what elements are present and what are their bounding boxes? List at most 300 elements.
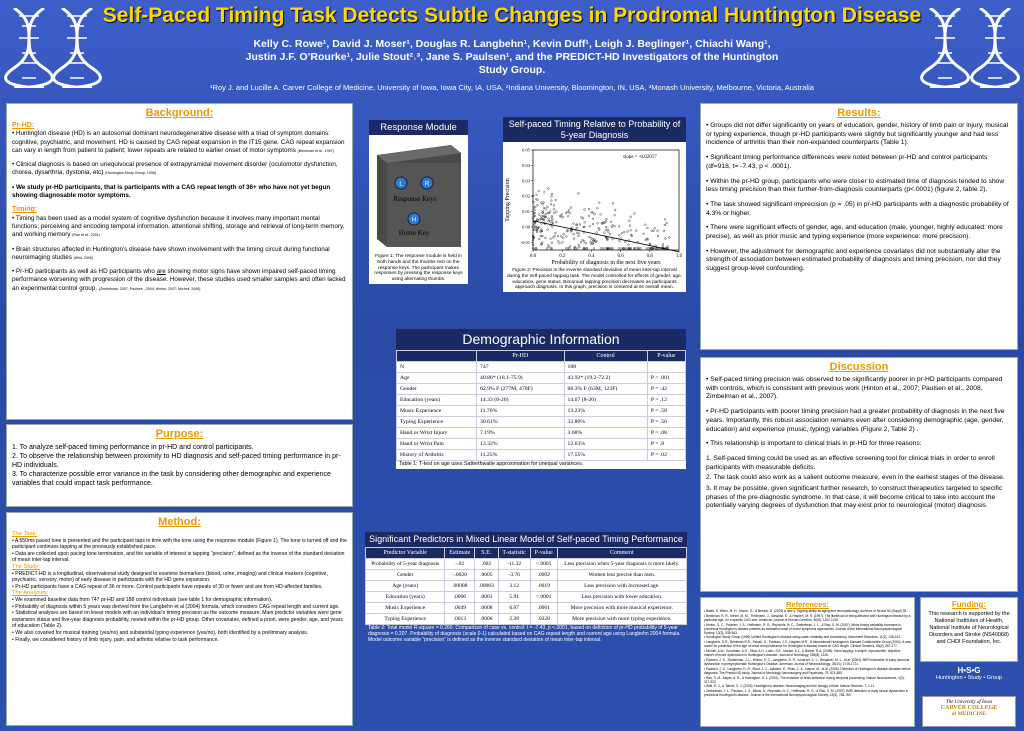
scatter-point <box>550 200 552 202</box>
scatter-point <box>618 234 620 236</box>
table-cell: .0019 <box>530 581 557 592</box>
scatter-point <box>603 232 605 234</box>
scatter-point <box>576 248 578 250</box>
scatter-point <box>662 243 664 245</box>
table-cell: Age (years) <box>366 581 445 592</box>
scatter-point <box>563 233 565 235</box>
reference-item: • Huntington Study Group (1996) Unified Huntington's disease rating scale: reliability and consistency. Movement Disorders, 11(2), 136-142. <box>704 635 901 640</box>
scatter-point <box>623 231 625 233</box>
scatter-point <box>606 239 608 241</box>
y-tick-label: 0.05 <box>522 147 530 153</box>
scatter-point <box>545 237 547 239</box>
home-key-label: Home Key <box>398 229 430 237</box>
scatter-point <box>559 242 561 244</box>
demographics-table <box>396 350 686 461</box>
author-list <box>150 38 874 77</box>
discussion-item: • This relationship is important to clinical trials in pr-HD for three reasons: <box>706 440 922 448</box>
scatter-point <box>657 235 659 237</box>
background-paragraph: • We study pr-HD participants, that is participants with a CAG repeat length of 36+ who have not yet begun showing diagnosable motor symptoms. <box>12 183 331 200</box>
scatter-point <box>602 248 604 250</box>
table-cell: Less precision when 5-year diagnosis is more likely. <box>557 559 686 570</box>
y-tick-label: 0.02 <box>522 193 530 199</box>
results-item: • There were significant effects of gender, age, and education (male, younger, highly educated: more precise), as well as prior music and typing experience (more experience: more precision). <box>706 224 1003 241</box>
scatter-point <box>611 226 613 228</box>
scatter-point <box>662 245 664 247</box>
scatter-point <box>589 236 591 238</box>
table-header-cell <box>397 351 477 362</box>
references-title: References: <box>786 600 829 609</box>
table-cell: 14.33 (8-20) <box>477 395 565 406</box>
table-header-cell: Pr-HD <box>477 351 565 362</box>
scatter-point <box>648 248 650 250</box>
scatter-point <box>612 202 614 204</box>
x-axis-label: Probability of diagnosis in the next five years <box>551 260 661 266</box>
table-header-cell: P-value <box>530 548 557 559</box>
x-tick-label: 0.6 <box>617 254 624 259</box>
poster-title: Self-Paced Timing Task Detects Subtle Changes in Prodromal Huntington Disease <box>102 4 922 27</box>
x-tick-label: 0.4 <box>588 254 595 259</box>
scatter-point <box>549 220 551 222</box>
analyses-heading: The Analyses: <box>12 590 49 597</box>
predictors-caption: Table 2: Total model R-square = 0.260. Comparison of case vs. control: t = -7.43, p <.0001, based on definition of pr-HD probability of 5-year diagnosis = 0.207. Probability of diagnosis (scale 0-1) calculated based on CAG repeat length and current age using Langbehn 2004 formula. Model outcome variable “precision” is defined as the inverse standard deviation of mean inter-tap interval. <box>368 625 681 643</box>
scatter-point <box>548 220 550 222</box>
scatter-point <box>555 199 557 201</box>
table-cell: Music Experience <box>366 603 445 614</box>
table-cell: 43.92* (19.2-72.2) <box>564 373 647 384</box>
y-tick-label: -0.01 <box>520 239 530 245</box>
scatter-point <box>573 223 575 225</box>
scatter-point <box>610 221 612 223</box>
table-cell: 11.76% <box>477 406 565 417</box>
table-cell: .0008 <box>475 603 498 614</box>
table-cell: .0002 <box>530 570 557 581</box>
table-cell: .0001 <box>475 592 498 603</box>
method-item: • Probability of diagnosis within 5 years was derived from the Langbehn et al (2004) formula, which considers CAG repeat length and current age. <box>12 603 340 610</box>
table-cell: Women less precise than men. <box>557 570 686 581</box>
dna-helix-left-1 <box>4 8 54 88</box>
scatter-point <box>550 203 552 205</box>
scatter-point <box>554 235 556 237</box>
table-header-cell: Control <box>564 351 647 362</box>
scatter-point <box>582 239 584 241</box>
scatter-point <box>618 248 620 250</box>
results-item: • However, the adjustment for demographic and experience covariates did not substantially alter the strength of association between estimated probability of diagnosis and timing precision, nor did they suggest group-level confounding. <box>706 247 1001 273</box>
scatter-point <box>551 242 553 244</box>
table-cell: 2.28 <box>498 614 530 625</box>
table-cell: P = .56 <box>647 417 685 428</box>
scatter-point <box>666 222 668 224</box>
table-cell: Music Experience <box>397 406 477 417</box>
scatter-point <box>542 203 544 205</box>
scatter-point <box>614 209 616 211</box>
hsg-logo <box>920 666 1018 681</box>
scatter-point <box>553 212 555 214</box>
demographics-row <box>397 450 686 461</box>
scatter-point <box>557 240 559 242</box>
scatter-point <box>591 211 593 213</box>
scatter-point <box>644 224 646 226</box>
table-cell: P = .02 <box>647 450 685 461</box>
reference-item: • Michell, A.W., Goodman, A.O., Silva, A.H., Lazic, S.E., Morton, A.J., & Barker, R.A. (2008). Hand tapping: a simple, reproducible, objective marker of motor dysfunction in Huntington's disease. Journal of Neurology, 255(8), 1145. <box>704 649 901 658</box>
scatter-point <box>590 243 592 245</box>
results-item: • Groups did not differ significantly on years of education, gender, history of limb pain or injury, musical or typing experience, though pr-HD participants were slightly but significantly younger and had less incidence of arthritis than their non-expanded counterparts (Table 1). <box>706 122 1009 147</box>
scatter-point <box>533 224 535 226</box>
scatter-point <box>545 208 547 210</box>
scatter-point <box>569 212 571 214</box>
table-cell: P = .8 <box>647 439 685 450</box>
predictors-row <box>366 592 687 603</box>
response-keys-label: Response Keys <box>393 195 437 203</box>
table-cell: Less precision with increased age. <box>557 581 686 592</box>
scatter-point <box>663 230 665 232</box>
table-cell: .002 <box>475 559 498 570</box>
reference-item: • Rao, S. M., Mayer, A. R., & Harrington, D. L. (2001). The evolution of brain activation during temporal processing. Nature Neuroscience, 4(3), 317-323. <box>704 675 905 684</box>
scatter-point <box>547 206 549 208</box>
task-heading: The Task: <box>12 531 38 537</box>
x-tick-label: 1.0 <box>675 254 683 259</box>
scatter-point <box>597 222 599 224</box>
scatter-point <box>654 227 656 229</box>
scatter-point <box>589 225 591 227</box>
demographics-section <box>396 329 686 469</box>
table-cell: Gender <box>366 570 445 581</box>
predictors-row <box>366 581 687 592</box>
scatter-point <box>550 238 552 240</box>
discussion-panel <box>700 357 1018 592</box>
scatter-point <box>545 213 547 215</box>
demographics-row <box>397 362 686 373</box>
scatter-point <box>667 246 669 248</box>
table-cell: 13.23% <box>564 406 647 417</box>
demographics-row <box>397 384 686 395</box>
scatter-point <box>565 248 567 250</box>
scatter-point <box>606 218 608 220</box>
scatter-point <box>600 214 602 216</box>
scatter-point <box>560 236 562 238</box>
scatter-point <box>592 223 594 225</box>
table-cell: 3.68% <box>564 428 647 439</box>
scatter-point <box>586 248 588 250</box>
scatter-point <box>543 207 545 209</box>
scatter-point <box>630 229 632 231</box>
discussion-title: Discussion <box>829 361 889 373</box>
funding-title: Funding: <box>951 600 987 609</box>
predictors-row <box>366 559 687 570</box>
reference-item: • Paulsen, J. S., Zimbelman, J. L., Hinton, S. C., Langbehn, D. R., Leveroni, C. L., Benjamin, M. L., et al. (2004). fMRI biomarker of early neuronal dysfunction in presymptomatic Huntington's Disease. American Journal of Neuroradiology, 25(10), 1715-1721. <box>704 657 910 666</box>
scatter-point <box>668 236 670 238</box>
table-cell: 14.67 (8-20) <box>564 395 647 406</box>
scatter-point <box>553 204 555 206</box>
slope-annotation: slope = -0.02017 <box>623 155 657 160</box>
scatter-point <box>534 229 536 231</box>
key-left-label: L <box>399 181 403 188</box>
scatter-point <box>578 246 580 248</box>
table-cell: 3.12 <box>498 581 530 592</box>
demographics-row <box>397 439 686 450</box>
scatter-point <box>647 227 649 229</box>
purpose-item: 2. To observe the relationship between proximity to HD diagnosis and self-paced timing performance in pr-HD individuals. <box>12 453 341 469</box>
scatter-point <box>551 226 553 228</box>
table-cell: 12.63% <box>564 439 647 450</box>
scatter-point <box>584 209 586 211</box>
table-cell: Probability of 5-year diagnosis <box>366 559 445 570</box>
table-cell: 6.07 <box>498 603 530 614</box>
table-cell: 66.3% F (63M, 123F) <box>564 384 647 395</box>
scatter-point <box>593 248 595 250</box>
method-item: • Pr-HD participants have a CAG repeat of 36 or more. Control participants have repeats of 30 or fewer and are from HD-affected families. <box>12 583 323 590</box>
table-cell: -11.32 <box>498 559 530 570</box>
y-tick-label: 0.00 <box>522 224 530 230</box>
method-item: • Statistical analyses are based on linear models with an individual’s timing precision as the outcome measure. Main predictor variables were gene expansion status and five-year diagnosis probability, nested within the pr-HD group. Other covariates, defined a priori, were gender, age, and years of education (Table 2). <box>12 610 343 630</box>
scatter-point <box>657 230 659 232</box>
table-cell: 13.32% <box>477 439 565 450</box>
scatter-point <box>540 216 542 218</box>
scatter-point <box>604 248 606 250</box>
table-cell: 11.25% <box>477 450 565 461</box>
results-item: • Within the pr-HD group, participants who were closer to estimated time of diagnosis tended to show less timing precision than their further-from-diagnosis counterparts (p<.0001) (figure 2, table 2). <box>706 177 1005 194</box>
scatter-point <box>598 227 600 229</box>
table-cell: Hand or Wrist Pain <box>397 439 477 450</box>
reference-item: • Paulsen, J. S., Langbehn, D. R., Stout, J. C., Aylward, E., Ross, C. A., Nance, M., et al. (2008). Detection of Huntington's disease decades before diagnosis: The Predict-HD study. Journal of Neurology, Neurosurgery and Psychiatry, 79, 874-880. <box>704 666 911 675</box>
scatter-point <box>612 238 614 240</box>
prhd-heading: Pr-HD: <box>12 122 35 129</box>
timing-heading: Timing: <box>12 206 38 214</box>
scatter-point <box>614 214 616 216</box>
scatter-point <box>614 225 616 227</box>
table-cell: 7.19% <box>477 428 565 439</box>
scatter-point <box>598 202 600 204</box>
scatter-point <box>643 233 645 235</box>
scatter-point <box>557 235 559 237</box>
scatter-point <box>538 238 540 240</box>
authors-line-2: Justin J.F. O’Rourke¹, Julie Stout²˒³, Jane S. Paulsen¹, and the PREDICT-HD Investigators of the Huntington <box>245 51 779 63</box>
scatter-point <box>664 219 666 221</box>
table-header-cell: Comment <box>557 548 686 559</box>
uiowa-logo: The University of Iowa CARVER COLLEGE of MEDICINE <box>922 696 1016 727</box>
figure-1-caption: Figure 1: The response module is held in both hands and the thumbs rest on the response keys. The participant makes responses by pressing the response keys using alternating thumbs. <box>369 253 468 284</box>
table-cell: 32.80% <box>564 417 647 428</box>
table-cell: .0228 <box>530 614 557 625</box>
background-paragraph: • Pr-HD participants as well as HD participants who are showing motor signs have shown impaired self-paced timing performance worsening with progression of the disease. However, these studies used smaller samples and often lacked an experimental control group. (Zimbelman, 2007; Paulsen , 2004; Hinton, 2007; Michell, 2008) <box>12 268 346 292</box>
table-cell: More precision with more typing experience. <box>557 614 686 625</box>
scatter-point <box>561 213 563 215</box>
demographics-row <box>397 406 686 417</box>
discussion-item: • Pr-HD participants with poorer timing precision had a greater probability of diagnosis in the next five years. Importantly, this robust association remains even after considering demographic (age, gender, education) and experience (music, typing) variables (Figure 2, Table 2) . <box>706 408 1005 433</box>
scatter-point <box>548 218 550 220</box>
scatter-point <box>568 210 570 212</box>
scatter-point <box>628 244 630 246</box>
predictors-section <box>365 532 687 644</box>
scatter-point <box>549 211 551 213</box>
purpose-item: 3. To characterize possible error variance in the task by considering other demographic and experience variables that could impact task performance. <box>12 471 331 487</box>
figure-1-header: Response Module <box>369 120 468 135</box>
scatter-point <box>535 226 537 228</box>
scatter-point <box>578 235 580 237</box>
scatter-point <box>624 241 626 243</box>
results-item: • The task showed significant imprecision (p = .05) in pr-HD participants with a diagnostic probability of 4.3% or higher. <box>706 200 1009 217</box>
scatter-point <box>536 204 538 206</box>
reference-item: • Langbehn, D.R., Brinkman R.R., Falush, D., Paulsen, J.S., Hayden M.R., & International Huntington's Disease Collaborative Group (2004). A new model for prediction of the age of onset and penetrance for Huntington's disease based on CAG length. Clinical Genetics, 65(4), 267-277. <box>704 640 911 649</box>
table-cell: P = .08 <box>647 428 685 439</box>
scatter-point <box>635 230 637 232</box>
references-list <box>704 610 911 698</box>
scatter-point <box>646 248 648 250</box>
background-paragraph: • Timing has been used as a model system of cognitive dysfunction because it involves many important mental functions; perceiving and encoding temporal information, attentional shifting, storage and retrieval of long-term memory, and working memory (Rao et al., 2001) <box>12 214 345 239</box>
scatter-point <box>551 195 553 197</box>
table-cell: 40.86* (18.1-75.9) <box>477 373 565 384</box>
reference-item: • Bates, K. Wech, M. H., Moore, G., & Benton, D. (2003) A new y. Tapping ability as aging and neuropathology. Archives of Neurol 60 (Suppl) 35. <box>704 609 908 613</box>
table-cell: -.02 <box>445 559 475 570</box>
table-cell: Education (years) <box>366 592 445 603</box>
scatter-point <box>543 201 545 203</box>
scatter-point <box>584 221 586 223</box>
table-cell: .0001 <box>530 603 557 614</box>
table-header-cell: Predictor Variable <box>366 548 445 559</box>
table-header-cell: Estimate <box>445 548 475 559</box>
x-tick-label: 0.0 <box>529 254 537 259</box>
scatter-point <box>538 190 540 192</box>
x-tick-label: 0.8 <box>646 254 653 259</box>
purpose-title: Purpose: <box>155 428 204 440</box>
scatter-point <box>594 213 596 215</box>
table-cell: P < .001 <box>647 373 685 384</box>
scatter-point <box>590 241 592 243</box>
background-paragraph: • Huntington disease (HD) is an autosomal dominant neurodegenerative disease with a triad of symptom domains: cognitive, psychiatric, and movement. HD is caused by CAG repeat expansion in the IT15 gene. CAG repeat expansion can vary in length from patient to patient; lower repeats are related to earlier onset of motor symptoms (Brinkman et al., 1997) <box>12 130 345 154</box>
table-cell: P = .42 <box>647 384 685 395</box>
background-paragraph: • Brain structures affected in Huntington’s disease have shown involvement with the timing circuit during functional neuroimaging studies (Wild, 2006) <box>12 245 330 261</box>
reference-item: • Zimbelman, J. L., Paulsen, J. S., Mikos, A., Reynolds, N. C., Hoffmann, R. G., & Rao, S. M. (2007). fMRI detection of early neural dysfunction in preclinical Huntington's disease. Journal of the International Neuropsychological Society, 13(5), 758-769. <box>704 689 909 698</box>
scatter-point <box>578 244 580 246</box>
discussion-item: • Self-paced timing precision was observed to be significantly poorer in pr-HD participants compared with controls, which is consistent with previous work (Hinton et al., 2007; Paulsen et al., 2008, Zimbelman et al., 2007). <box>706 376 1003 401</box>
scatter-point <box>583 240 585 242</box>
demographics-row <box>397 395 686 406</box>
scatter-point <box>608 231 610 233</box>
table-cell: .0005 <box>475 570 498 581</box>
scatter-point <box>567 215 569 217</box>
table-cell: 30.61% <box>477 417 565 428</box>
y-tick-label: 0.04 <box>522 162 530 168</box>
scatter-point <box>583 226 585 228</box>
reference-item: • Brinkman, R. R., Mezei, M. M., Theilmann, J., Almqvist, E., & Hayden, M. R. (1997). The likelihood of being affected with Huntington disease by a particular age, for a specific CAG size. American Journal of Human Genetics, 60(5), 1202-1210. <box>704 613 911 622</box>
table-cell: N <box>397 362 477 373</box>
background-panel <box>6 103 353 420</box>
reference-item: • Wild, E. J., & Tabrizi, S. J. (2006). Huntington's disease: Neuroimaging and the biology of time. Nature Reviews, 7, 1-11. <box>704 684 875 689</box>
figure-2-header: Self-paced Timing Relative to Probability of 5-year Diagnosis <box>503 117 686 142</box>
results-panel <box>700 103 1018 350</box>
scatter-point <box>649 243 651 245</box>
authors-line-1: Kelly C. Rowe¹, David J. Moser¹, Douglas R. Langbehn¹, Kevin Duff¹, Leigh J. Beglinger¹, Chiachi Wang¹, <box>253 38 771 50</box>
scatter-point <box>565 212 567 214</box>
scatter-point <box>600 248 602 250</box>
table-cell: Gender <box>397 384 477 395</box>
method-item: • PREDICT-HD is a longitudinal, observational study designed to examine biomarkers (blood, urine, imaging) and clinical markers (cognitive, psychiatric, sensory, motor) of early disease in participants with the HD gene expansion. <box>12 570 328 584</box>
table-cell: 747 <box>477 362 565 373</box>
affiliations: ¹Roy J. and Lucille A. Carver College of Medicine, University of Iowa, Iowa City, IA, USA, ²Indiana University, Bloomington, IN, USA, ³Monash University, Melbourne, Victoria, Australia <box>210 83 814 92</box>
predictors-row <box>366 570 687 581</box>
scatter-point <box>562 237 564 239</box>
y-tick-label: 0.01 <box>522 209 530 215</box>
scatter-point <box>538 214 540 216</box>
scatter-point <box>543 191 545 193</box>
discussion-item: 2. The task could also work as a salient outcome measure, even in the earliest stages of the disease. <box>706 474 1005 482</box>
figure-2 <box>503 117 686 292</box>
scatter-point <box>553 208 555 210</box>
scatter-point <box>534 209 536 211</box>
response-module-drawing <box>369 135 468 253</box>
scatter-point <box>580 241 582 243</box>
table-cell: <.0001 <box>530 559 557 570</box>
authors-line-3: Study Group. <box>478 64 546 76</box>
scatter-point <box>576 227 578 229</box>
scatter-point <box>664 224 666 226</box>
scatter-plot-area <box>503 142 686 267</box>
scatter-point <box>547 188 549 190</box>
scatter-point <box>540 202 542 204</box>
figure-2-caption: Figure 2: Precision is the inverse standard deviation of mean inter-tap interval during the self-paced tapping task. The model controlled for effects of gender, age, education, gene status. Bimanual tapping precision decreases as participants approach diagnosis. In this graph, precision is centered at its overall mean. <box>503 267 686 292</box>
study-heading: The Study: <box>12 563 41 570</box>
table-cell: 5.91 <box>498 592 530 603</box>
scatter-point <box>573 238 575 240</box>
scatter-point <box>619 240 621 242</box>
key-home-label: H <box>411 217 417 224</box>
table-cell: More precision with more musical experience. <box>557 603 686 614</box>
scatter-point <box>629 225 631 227</box>
scatter-point <box>630 216 632 218</box>
scatter-point <box>618 226 620 228</box>
table-cell: Typing Experience <box>366 614 445 625</box>
hsg-logo-text: Huntington • Study • Group <box>936 675 1002 681</box>
scatter-point <box>633 213 635 215</box>
demographics-caption: Table 1: T-test on age uses Satterthwaite approximation for unequal variances. <box>396 461 686 469</box>
table-cell: .0006 <box>475 614 498 625</box>
scatter-point <box>573 233 575 235</box>
table-header-cell: P-value <box>647 351 685 362</box>
table-cell: Less precision with lower education. <box>557 592 686 603</box>
method-item: • Data are collected upon pacing tone termination, and the variable of interest is tapping “precision”, defined as the inverse of the standard deviation of mean inter-tap interval. <box>12 550 345 564</box>
demographics-row <box>397 417 686 428</box>
table-cell: 17.55% <box>564 450 647 461</box>
demographics-row <box>397 373 686 384</box>
scatter-point <box>628 220 630 222</box>
scatter-point <box>585 242 587 244</box>
scatter-point <box>569 246 571 248</box>
method-item: • We also covaried for musical training (yes/no) and substantial typing experience (yes/no), both identified by a preliminary analysis. <box>12 629 309 636</box>
method-item: • We examined baseline data from 747 pr-HD and 188 control individuals (see table 1 for demographic information). <box>12 596 273 603</box>
scatter-point <box>588 208 590 210</box>
demographics-row <box>397 428 686 439</box>
table-cell: .0049 <box>445 603 475 614</box>
x-tick-label: 0.2 <box>559 254 566 259</box>
scatter-point <box>562 241 564 243</box>
dna-helix-right-2 <box>970 8 1020 88</box>
method-panel <box>6 512 353 726</box>
table-cell: .00003 <box>475 581 498 592</box>
scatter-point <box>551 193 553 195</box>
method-item: • A 550ms paced tone is presented and the participant taps in time with the tone using the response module (Figure 1). The tone is turned off and the participant continues tapping at the previously established pace. <box>12 537 347 551</box>
scatter-point <box>576 232 578 234</box>
scatter-point <box>582 217 584 219</box>
results-title: Results: <box>837 107 881 119</box>
method-title: Method: <box>158 516 201 528</box>
scatter-point <box>627 231 629 233</box>
table-cell: .00008 <box>445 581 475 592</box>
table-cell: <.0001 <box>530 592 557 603</box>
scatter-point <box>578 193 580 195</box>
response-module-illustration <box>369 135 468 253</box>
demographics-title: Demographic Information <box>396 329 686 350</box>
table-cell <box>647 362 685 373</box>
purpose-panel <box>6 424 353 507</box>
